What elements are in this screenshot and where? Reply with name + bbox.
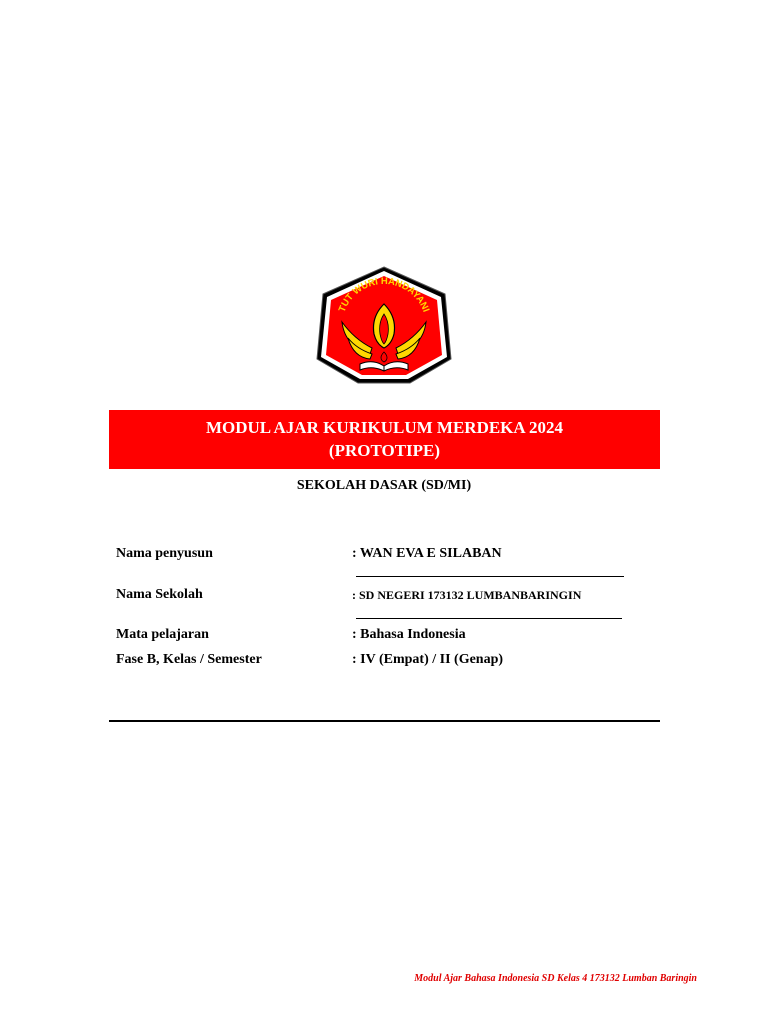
page-footer: Modul Ajar Bahasa Indonesia SD Kelas 4 173132 Lumban Baringin — [414, 973, 697, 984]
school-underline — [356, 618, 622, 619]
school-level-subtitle: SEKOLAH DASAR (SD/MI) — [296, 478, 472, 493]
subject-label: Mata pelajaran — [116, 627, 209, 642]
title-banner — [109, 410, 660, 469]
author-underline — [356, 576, 624, 577]
author-label: Nama penyusun — [116, 546, 213, 561]
phase-class-semester-value: : IV (Empat) / II (Genap) — [352, 652, 504, 667]
author-value: : WAN EVA E SILABAN — [352, 546, 502, 561]
school-value: : SD NEGERI 173132 LUMBANBARINGIN — [352, 588, 582, 602]
tut-wuri-handayani-logo — [312, 264, 456, 386]
divider-line — [109, 720, 660, 722]
phase-class-semester-label: Fase B, Kelas / Semester — [116, 652, 262, 667]
title-line-1: MODUL AJAR KURIKULUM MERDEKA 2024 — [205, 418, 563, 437]
title-line-2: (PROTOTIPE) — [328, 441, 441, 460]
school-label: Nama Sekolah — [116, 587, 203, 602]
svg-text:TUT WURI HANDAYANI: TUT WURI HANDAYANI — [336, 275, 432, 314]
subject-value: : Bahasa Indonesia — [352, 627, 466, 642]
